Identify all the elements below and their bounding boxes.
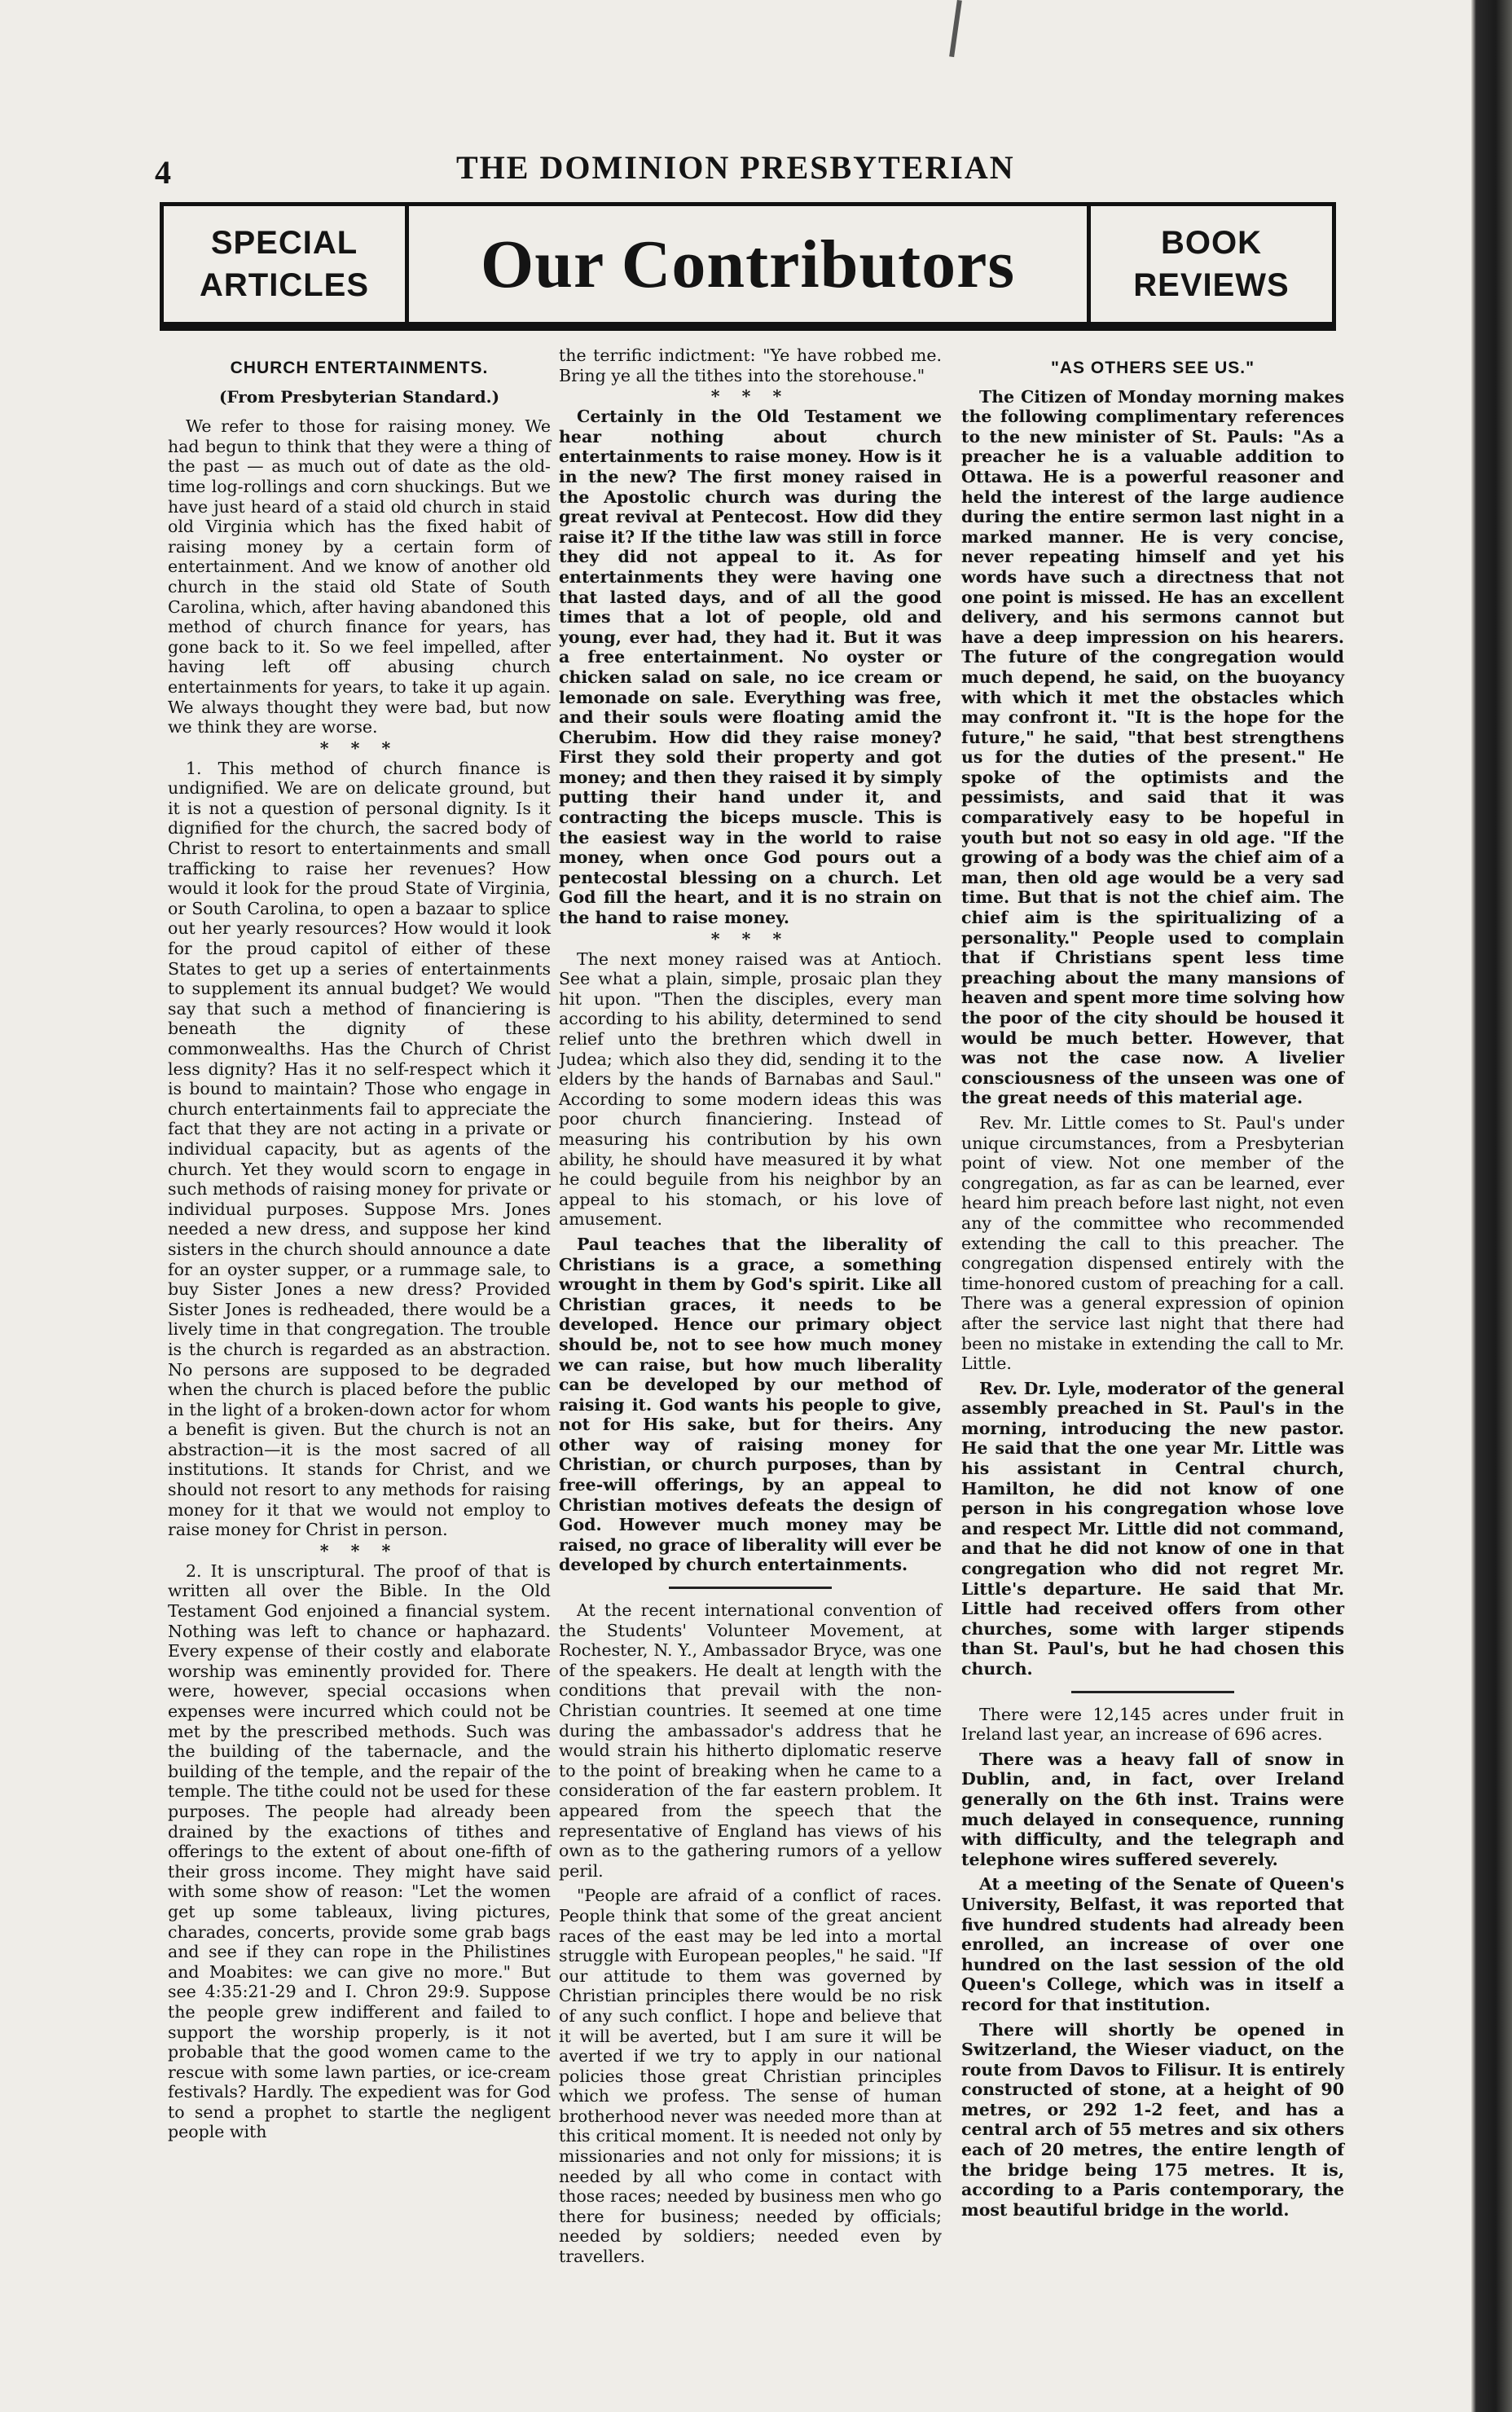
article-paragraph: the terrific indictment: "Ye have robbed me. Bring ye all the tithes into the storehouse." xyxy=(559,346,942,385)
article-paragraph: We refer to those for raising money. We had begun to think that they were a thing of the past — as much out of date as the old-time log-rollings and corn shuckings. But we have just heard of a staid old church in staid old Virginia which has the fixed habit of raising money by a certain form of entertainment. And we know of another old church in the staid old State of South Carolina, which, after having abandoned this method of church finance for years, has gone back to it. So we feel impelled, after having left off abusing church entertainments for years, to take it up again. We always thought they were bad, but now we think they are worse. xyxy=(168,416,551,737)
article-paragraph: Paul teaches that the liberality of Christians is a grace, a something wrought in them by God's spirit. Like all Christian graces, it needs to be developed. Hence our primary object should be, not to see how much money we can raise, but how much liberality can be developed by our method of raising it. God wants his people to give, not for His sake, but for theirs. Any other way of raising money for Christian, or church purposes, than by free-will offerings, by an appeal to Christian motives defeats the design of God. However much money may be raised, no grace of liberality will ever be developed by church entertainments. xyxy=(559,1234,942,1575)
article-paragraph: Certainly in the Old Testament we hear nothing about church entertainments to raise money. How is it in the new? The first money raised in the Apostolic church was during the great revival at Pentecost. How did they raise it? If the tithe law was still in force they did not appeal to it. As for entertainments they were having one that lasted days, and of all the good times that a lot of people, old and young, ever had, they had it. But it was a free entertainment. No oyster or chicken salad on sale, no ice cream or lemonade on sale. Everything was free, and their souls were floating amid the Cherubim. How did they raise money? First they sold their property and got money; and then they raised it by simply putting their hand under it, and contracting the biceps muscle. This is the easiest way in the world to raise money, when once God pours out a pentecostal blessing on a church. Let God fill the heart, and it is no strain on the hand to raise money. xyxy=(559,407,942,928)
section-banner xyxy=(160,202,1336,326)
article-byline: (From Presbyterian Standard.) xyxy=(218,386,500,407)
article-title: "AS OTHERS SEE US." xyxy=(1050,359,1255,377)
column-3 xyxy=(961,346,1344,2225)
column-2 xyxy=(559,346,942,2272)
banner-title: Our Contributors xyxy=(480,226,1016,302)
section-separator: * * * xyxy=(319,737,399,758)
article-paragraph: Rev. Dr. Lyle, moderator of the general assembly preached in St. Paul's in the morning, introducing the new pastor. He said that the one year Mr. Little was his assistant in Central church, Hamilton, he did not know of one person in his congregation whose love and respect Mr. Little did not command, and that he did not know of one in that congregation who did not regret Mr. Little's departure. He said that Mr. Little had received offers from other churches, some with larger stipends than St. Paul's, but he had chosen this church. xyxy=(961,1378,1344,1679)
article-paragraph: Rev. Mr. Little comes to St. Paul's under unique circumstances, from a Presbyterian point of view. Not one member of the congregation, as far as can be learned, ever heard him preach before last night, not even any of the committee who recommended extending the call to this preacher. The congregation dispensed entirely with the time-honored custom of preaching for a call. There was a general expression of opinion after the service last night that there had been no mistake in extending the call to Mr. Little. xyxy=(961,1112,1344,1374)
article-paragraph: At the recent international convention of the Students' Volunteer Movement, at Rochester, N. Y., Ambassador Bryce, was one of the speakers. He dealt at length with the conditions that prevail with the non-Christian countries. It seemed at one time during the ambassador's address that he would strain his hitherto diplomatic reserve to the point of breaking when he came to a consideration of the far eastern problem. It appeared from the speech that the representative of England has views of his own as to the gathering rumors of a yellow peril. xyxy=(559,1600,942,1881)
section-separator: * * * xyxy=(319,1540,399,1560)
news-note: There will shortly be opened in Switzerland, the Wieser viaduct, on the route from Davos to Filisur. It is entirely constructed of stone, at a height of 90 metres, or 292 1-2 feet, and has a central arch of 55 metres and six others each of 20 metres, the entire length of the bridge being 175 metres. It is, according to a Paris contemporary, the most beautiful bridge in the world. xyxy=(961,2019,1344,2220)
banner-right-box xyxy=(1087,206,1332,322)
article-paragraph: "People are afraid of a conflict of races. People think that some of the great ancient races of the east may be led into a mortal struggle with European peoples," he said. "If our attitude to them was governed by Christian principles there would be no risk of any such conflict. I hope and believe that it will be averted, but I am sure it will be averted if we try to apply in our national policies those great Christian principles which we profess. The sense of human brotherhood never was needed more than at this critical moment. It is needed not only by missionaries and not only for missions; it is needed by all who come in contact with those races; needed by business men who go there for business; needed by officials; needed by soldiers; needed even by travellers. xyxy=(559,1886,942,2267)
section-separator: * * * xyxy=(710,928,790,949)
banner-left-line2: ARTICLES xyxy=(200,267,369,303)
banner-left-line1: SPECIAL xyxy=(210,225,358,261)
article-title: CHURCH ENTERTAINMENTS. xyxy=(230,359,489,377)
article-paragraph: The Citizen of Monday morning makes the following complimentary references to the new minister of St. Pauls: "As a preacher he is a valuable addition to Ottawa. He is a powerful reasoner and held the interest of the large audience during the entire sermon last night in a marked manner. He is very concise, never repeating himself and yet his words have such a directness that not one point is missed. He has an excellent delivery, and his sermons cannot but have a deep impression on his hearers. The future of the congregation would much depend, he said, on the buoyancy with which it met the obstacles which may confront it. "It is the hope for the future," he said, "that best strengthens us for the duties of the present." He spoke of the optimists and the pessimists, and said that it was comparatively easy to be hopeful in youth but not so easy in old age. "If the growing of a body was the chief aim of a man, then old age would be a very sad time. But that is not the chief aim. The chief aim is the spiritualizing of a personality." People used to complain that if Christians spent less time preaching about the many mansions of heaven and spent more time solving how the poor of the city should be housed it would be much better. However, that was not the case now. A livelier consciousness of the unseen was one of the great needs of this material age. xyxy=(961,386,1344,1108)
banner-underline xyxy=(160,326,1336,331)
page-number: 4 xyxy=(155,154,171,191)
column-divider-rule xyxy=(669,1587,832,1589)
article-paragraph: The next money raised was at Antioch. See what a plain, simple, prosaic plan they hit upon. "Then the disciples, every man according to his ability, determined to send relief unto the brethren which dwell in Judea; which also they did, sending it to the elders by the hands of Barnabas and Saul." According to some modern ideas this was poor church financiering. Instead of measuring his contribution by his own ability, he should have measured it by what he could beguile from his neighbor by an appeal to his stomach, or his love of amusement. xyxy=(559,949,942,1230)
running-head: THE DOMINION PRESBYTERIAN xyxy=(456,149,1015,186)
banner-left-box xyxy=(164,206,409,322)
column-divider-rule xyxy=(1071,1691,1234,1693)
news-note: At a meeting of the Senate of Queen's University, Belfast, it was reported that five hundred students had already been enrolled, an increase of over one hundred on the last session of the old Queen's College, which was in itself a record for that institution. xyxy=(961,1874,1344,2014)
page-edge-shadow xyxy=(1471,0,1512,2412)
news-note: There was a heavy fall of snow in Dublin, and, in fact, over Ireland generally on the 6th inst. Trains were much delayed in consequence, running with difficulty, and the telegraph and telephone wires suffered severely. xyxy=(961,1749,1344,1869)
article-paragraph: 2. It is unscriptural. The proof of that is written all over the Bible. In the Old Testament God enjoined a financial system. Nothing was left to chance or haphazard. Every expense of their costly and elaborate worship was eminently provided for. There were, however, special occasions when expenses were incurred which could not be met by the prescribed methods. Such was the building of the tabernacle, and the building of the temple, and the repair of the temple. The tithe could not be used for these purposes. The people had already been drained by the exactions of tithes and offerings to the extent of about one-fifth of their gross income. They might have said with some show of reason: "Let the women get up some tableaux, living pictures, charades, concerts, provide some grab bags and see if they can rope in the Philistines and Moabites: we can give no more." But see 4:35:21-29 and I. Chron 29:9. Suppose the people grew indifferent and failed to support the worship properly, is it not probable that the good women came to the rescue with some lawn parties, or ice-cream festivals? Hardly. The expedient was for God to send a prophet to startle the negligent people with xyxy=(168,1560,551,2142)
section-separator: * * * xyxy=(710,386,790,407)
banner-right-line1: BOOK xyxy=(1161,225,1262,261)
article-paragraph: 1. This method of church finance is undignified. We are on delicate ground, but it is not a question of personal dignity. Is it dignified for the church, the sacred body of Christ to resort to entertainments and small trafficking to raise her revenues? How would it look for the proud State of Virginia, or South Carolina, to open a bazaar to splice out her yearly resources? How would it look for the proud capitol of either of these States to get up a series of entertainments to supplement its annual budget? We would say that such a method of financiering is beneath the dignity of these commonwealths. Has the Church of Christ less dignity? Has it no self-respect which it is bound to maintain? Those who engage in church entertainments fail to appreciate the fact that they are not acting in a private or individual capacity, but as agents of the church. Yet they would scorn to engage in such methods of raising money for private or individual purposes. Suppose Mrs. Jones needed a new dress, and suppose her kind sisters in the church should announce a date for an oyster supper, or a rummage sale, to buy Sister Jones a new dress? Provided Sister Jones is redheaded, there would be a lively time in that congregation. The trouble is the church is regarded as an abstraction. No persons are supposed to be degraded when the church is placed before the public in the light of a broken-down actor for whom a benefit is given. But the church is not an abstraction—it is the most sacred of all institutions. It stands for Christ, and we should not resort to any methods for raising money for it that we would not employ to raise money for Christ in person. xyxy=(168,758,551,1540)
ink-smudge xyxy=(949,0,962,57)
column-1 xyxy=(168,346,551,2147)
banner-right-line2: REVIEWS xyxy=(1133,267,1290,303)
news-note: There were 12,145 acres under fruit in Ireland last year, an increase of 696 acres. xyxy=(961,1704,1344,1745)
